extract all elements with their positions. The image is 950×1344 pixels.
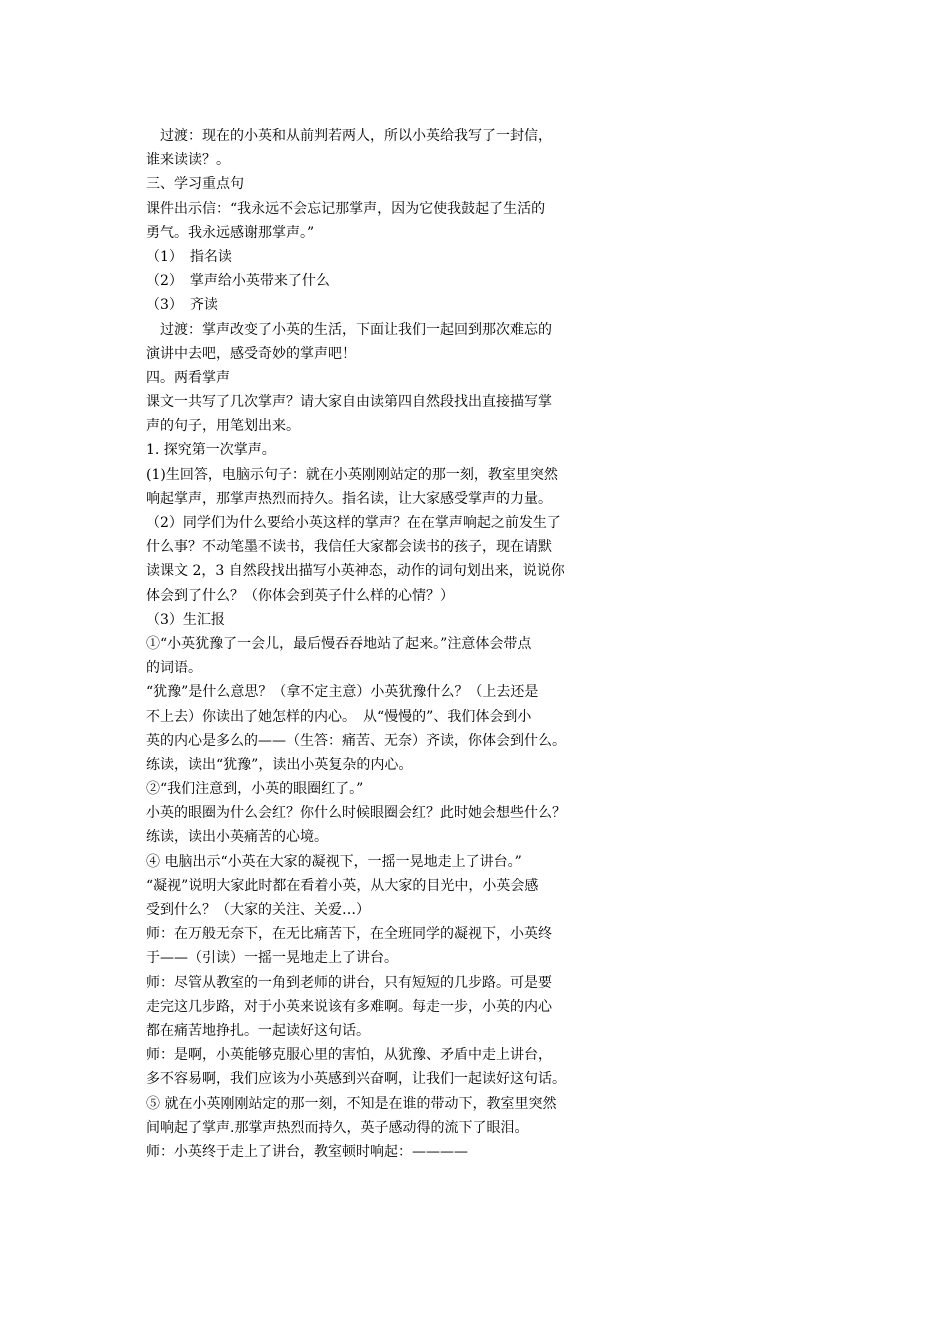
text-line: 读课文 2，3 自然段找出描写小英神态，动作的词句划出来，说说你 <box>146 563 565 580</box>
text-line: “犹豫”是什么意思？（拿不定主意）小英犹豫什么？（上去还是 <box>146 684 539 701</box>
text-line: 课文一共写了几次掌声？请大家自由读第四自然段找出直接描写掌 <box>146 394 552 411</box>
text-line: 体会到了什么？（你体会到英子什么样的心情？） <box>146 587 454 604</box>
text-line: (1)生回答，电脑示句子：就在小英刚刚站定的那一刻，教室里突然 <box>146 466 558 483</box>
text-line: 演讲中去吧，感受奇妙的掌声吧！ <box>146 345 356 362</box>
list-item: （3） 齐读 <box>146 297 218 314</box>
text-line: 练读，读出小英痛苦的心境。 <box>146 829 328 846</box>
section-heading: 四。两看掌声 <box>146 369 230 386</box>
text-line: ⑤ 就在小英刚刚站定的那一刻，不知是在谁的带动下，教室里突然 <box>146 1095 557 1112</box>
text-line: 的词语。 <box>146 660 202 677</box>
document-page <box>146 124 826 1164</box>
text-line: 间响起了掌声.那掌声热烈而持久，英子感动得的流下了眼泪。 <box>146 1119 529 1136</box>
text-line: 谁来读读？。 <box>146 152 230 169</box>
text-line: “凝视”说明大家此时都在看着小英，从大家的目光中，小英会感 <box>146 877 539 894</box>
text-line: 练读，读出“犹豫”，读出小英复杂的内心。 <box>146 756 413 773</box>
text-line: 过渡：现在的小英和从前判若两人，所以小英给我写了一封信， <box>146 128 552 144</box>
text-line: 声的句子，用笔划出来。 <box>146 418 300 435</box>
text-line: ②“我们注意到，小英的眼圈红了。” <box>146 781 364 798</box>
text-line: （2）同学们为什么要给小英这样的掌声？在在掌声响起之前发生了 <box>146 515 561 531</box>
text-line: 过渡：掌声改变了小英的生活，下面让我们一起回到那次难忘的 <box>146 321 552 338</box>
list-item: （2） 掌声给小英带来了什么 <box>146 273 330 290</box>
list-item: （1） 指名读 <box>146 248 232 265</box>
text-line: 师：小英终于走上了讲台，教室顿时响起：———— <box>146 1143 468 1160</box>
text-line: 于——（引读）一摇一晃地走上了讲台。 <box>146 950 398 967</box>
text-line: （3）生汇报 <box>146 611 225 628</box>
text-line: ④ 电脑出示“小英在大家的凝视下，一摇一晃地走上了讲台。” <box>146 853 522 870</box>
text-line: 英的内心是多么的——（生答：痛苦、无奈）齐读，你体会到什么。 <box>146 732 566 749</box>
text-line: 什么事？不动笔墨不读书，我信任大家都会读书的孩子，现在请默 <box>146 539 552 556</box>
text-line: 走完这几步路，对于小英来说该有多难啊。每走一步，小英的内心 <box>146 998 552 1015</box>
text-line: 多不容易啊，我们应该为小英感到兴奋啊，让我们一起读好这句话。 <box>146 1071 566 1088</box>
text-line: 响起掌声，那掌声热烈而持久。指名读，让大家感受掌声的力量。 <box>146 490 552 507</box>
section-heading: 三、学习重点句 <box>146 176 244 193</box>
text-line: 不上去）你读出了她怎样的内心。 从“慢慢的”、我们体会到小 <box>146 708 532 725</box>
text-line: 课件出示信：“我永远不会忘记那掌声，因为它使我鼓起了生活的 <box>146 200 546 217</box>
text-line: 师：是啊，小英能够克服心里的害怕，从犹豫、矛盾中走上讲台， <box>146 1047 552 1064</box>
text-line: 小英的眼圈为什么会红？你什么时候眼圈会红？此时她会想些什么？ <box>146 805 566 822</box>
text-line: 师：在万般无奈下，在无比痛苦下，在全班同学的凝视下，小英终 <box>146 926 552 943</box>
text-line: 师：尽管从教室的一角到老师的讲台，只有短短的几步路。可是要 <box>146 974 552 991</box>
text-line: 都在痛苦地挣扎。一起读好这句话。 <box>146 1022 370 1039</box>
text-line: 勇气。我永远感谢那掌声。” <box>146 224 315 241</box>
text-line: ①“小英犹豫了一会儿，最后慢吞吞地站了起来。”注意体会带点 <box>146 635 532 652</box>
text-line: 受到什么？（大家的关注、关爱…） <box>146 902 370 918</box>
subsection-heading: 1. 探究第一次掌声。 <box>146 442 276 459</box>
